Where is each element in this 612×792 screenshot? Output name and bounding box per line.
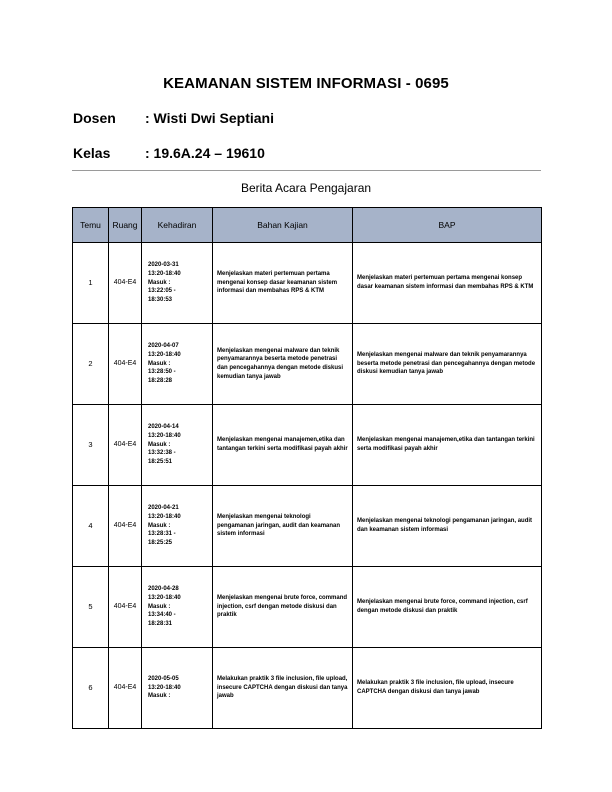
cell-ruang: 404-E4 [109, 486, 142, 567]
document-title: KEAMANAN SISTEM INFORMASI - 0695 [163, 75, 449, 92]
cell-kehadiran [142, 648, 213, 729]
kehadiran-line: 18:30:53 [148, 297, 173, 304]
table-row [73, 405, 542, 486]
cell-ruang: 404-E4 [109, 648, 142, 729]
dosen-line [73, 110, 274, 126]
cell-ruang: 404-E4 [109, 567, 142, 648]
cell-kehadiran [142, 243, 213, 324]
table-header-row [73, 208, 542, 243]
dosen-value: : Wisti Dwi Septiani [145, 110, 274, 126]
kehadiran-line: 13:20-18:40 [148, 432, 181, 439]
kehadiran-line: 18:25:51 [148, 459, 173, 466]
kehadiran-line: 2020-04-07 [148, 343, 179, 350]
cell-ruang: 404-E4 [109, 405, 142, 486]
header-bahan-kajian: Bahan Kajian [213, 208, 353, 243]
header-bap: BAP [353, 208, 542, 243]
kelas-label: Kelas [73, 145, 111, 161]
cell-kehadiran [142, 567, 213, 648]
kehadiran-line: 13:20-18:40 [148, 351, 181, 358]
cell-bap: Menjelaskan mengenai manajemen,etika dan tantangan terkini serta modifikasi payah akhir [353, 405, 542, 486]
kehadiran-line: 18:25:25 [148, 540, 173, 547]
kehadiran-line: Masuk : [148, 693, 171, 700]
header-temu: Temu [73, 208, 109, 243]
kehadiran-line: 13:20-18:40 [148, 594, 181, 601]
kehadiran-line: 13:20-18:40 [148, 684, 181, 691]
kehadiran-line: 2020-04-14 [148, 424, 179, 431]
kehadiran-line: Masuk : [148, 279, 171, 286]
cell-ruang: 404-E4 [109, 324, 142, 405]
kehadiran-line: Masuk : [148, 603, 171, 610]
cell-temu: 2 [73, 324, 109, 405]
cell-bahan-kajian: Menjelaskan mengenai teknologi pengamanan jaringan, audit dan keamanan sistem informasi [213, 486, 353, 567]
kehadiran-line: 13:28:50 - [148, 369, 176, 376]
table-row [73, 486, 542, 567]
cell-bap: Menjelaskan mengenai malware dan teknik penyamarannya beserta metode penetrasi dan pencegahannya dengan metode diskusi kemudian tanya jawab [353, 324, 542, 405]
kehadiran-line: Masuk : [148, 522, 171, 529]
cell-bahan-kajian: Menjelaskan mengenai malware dan teknik penyamarannya beserta metode penetrasi dan pencegahannya dengan metode diskusi kemudian tanya jawab [213, 324, 353, 405]
table-row [73, 324, 542, 405]
cell-bap: Menjelaskan mengenai teknologi pengamanan jaringan, audit dan keamanan sistem informasi [353, 486, 542, 567]
kehadiran-line: Masuk : [148, 360, 171, 367]
table-row [73, 243, 542, 324]
kehadiran-line: 13:34:40 - [148, 612, 176, 619]
cell-temu: 3 [73, 405, 109, 486]
cell-bap: Menjelaskan materi pertemuan pertama mengenai konsep dasar keamanan sistem informasi dan membahas RPS & KTM [353, 243, 542, 324]
kelas-line [73, 145, 265, 161]
dosen-label: Dosen [73, 110, 116, 126]
header-kehadiran: Kehadiran [142, 208, 213, 243]
kehadiran-line: 13:20-18:40 [148, 270, 181, 277]
cell-temu: 6 [73, 648, 109, 729]
cell-ruang: 404-E4 [109, 243, 142, 324]
cell-kehadiran [142, 486, 213, 567]
kehadiran-line: 18:28:31 [148, 621, 173, 628]
cell-bahan-kajian: Menjelaskan mengenai brute force, command injection, csrf dengan metode diskusi dan praktik [213, 567, 353, 648]
kehadiran-line: 2020-05-05 [148, 675, 179, 682]
table-row [73, 567, 542, 648]
cell-temu: 4 [73, 486, 109, 567]
kelas-value: : 19.6A.24 – 19610 [145, 145, 265, 161]
cell-bap: Menjelaskan mengenai brute force, command injection, csrf dengan metode diskusi dan praktik [353, 567, 542, 648]
kehadiran-line: 18:28:28 [148, 378, 173, 385]
kehadiran-line: 13:20-18:40 [148, 513, 181, 520]
kehadiran-line: 2020-03-31 [148, 262, 179, 269]
bap-table [72, 207, 542, 729]
table-row [73, 648, 542, 729]
cell-bap: Melakukan praktik 3 file inclusion, file upload, insecure CAPTCHA dengan diskusi dan tanya jawab [353, 648, 542, 729]
kehadiran-line: 13:32:38 - [148, 450, 176, 457]
cell-kehadiran [142, 324, 213, 405]
kehadiran-line: Masuk : [148, 441, 171, 448]
kehadiran-line: 13:28:31 - [148, 531, 176, 538]
kehadiran-line: 2020-04-21 [148, 505, 179, 512]
kehadiran-line: 2020-04-28 [148, 586, 179, 593]
divider [72, 170, 541, 171]
cell-temu: 1 [73, 243, 109, 324]
cell-kehadiran [142, 405, 213, 486]
header-ruang: Ruang [109, 208, 142, 243]
section-subtitle: Berita Acara Pengajaran [240, 181, 372, 195]
kehadiran-line: 13:22:05 - [148, 288, 176, 295]
cell-bahan-kajian: Menjelaskan materi pertemuan pertama mengenai konsep dasar keamanan sistem informasi dan membahas RPS & KTM [213, 243, 353, 324]
cell-temu: 5 [73, 567, 109, 648]
cell-bahan-kajian: Melakukan praktik 3 file inclusion, file upload, insecure CAPTCHA dengan diskusi dan tanya jawab [213, 648, 353, 729]
cell-bahan-kajian: Menjelaskan mengenai manajemen,etika dan tantangan terkini serta modifikasi payah akhir [213, 405, 353, 486]
